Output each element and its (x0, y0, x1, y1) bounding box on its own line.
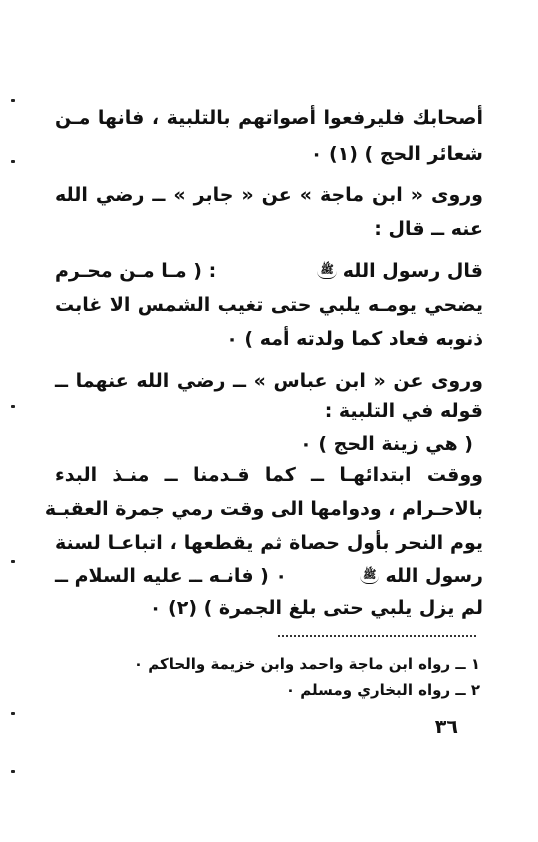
text-line-10: ( هي زينة الحج ) ٠ (300, 433, 473, 455)
text-line-14-phrase: رسول الله (385, 565, 483, 587)
text-line-14-end: ٠ ( فانـه ــ عليه السلام ــ (55, 565, 288, 587)
text-line-4: عنه ــ قال : (374, 218, 483, 240)
text-line-5 (55, 258, 483, 284)
scan-speck (11, 712, 15, 715)
text-line-1: أصحابك فليرفعوا أصواتهم بالتلبية ، فانها مـن (55, 107, 483, 129)
text-line-6: يضحي يومـه يلبي حتى تغيب الشمس الا غابت (55, 294, 483, 316)
text-line-12: بالاحـرام ، ودوامها الى وقت رمي جمرة العقبـة (44, 498, 483, 520)
scan-speck (11, 560, 15, 563)
text-line-3: وروى « ابن ماجة » عن « جابر » ــ رضي الله (55, 184, 483, 206)
text-line-5-end: : ( مـا مـن محـرم (55, 260, 217, 282)
scan-speck (11, 405, 15, 408)
text-line-14-start (354, 563, 483, 589)
scan-speck (11, 160, 15, 163)
text-line-7: ذنوبه فعاد كما ولدته أمه ) ٠ (226, 328, 483, 350)
text-line-15: لم يزل يلبي حتى بلغ الجمرة ) (٢) ٠ (149, 597, 483, 619)
page-number: ٣٦ (434, 716, 458, 738)
text-line-5-phrase: قال رسول الله (342, 260, 483, 282)
text-line-13: يوم النحر بأول حصاة ثم يقطعها ، اتباعـا لسنة (55, 532, 483, 554)
text-line-14 (55, 563, 483, 589)
text-line-11: ووقت ابتدائهـا ــ كما قـدمنا ــ منـذ البدء (55, 464, 483, 486)
text-line-8: وروى عن « ابن عباس » ــ رضي الله عنهما ــ (55, 370, 483, 392)
text-line-9: قوله في التلبية : (324, 400, 483, 422)
text-line-2: شعائر الحج ) (١) ٠ (310, 143, 483, 165)
footnote-divider (278, 635, 476, 637)
footnote-1: ١ ــ رواه ابن ماجة واحمد وابن خزيمة والحاكم ٠ (133, 655, 480, 673)
footnote-2: ٢ ــ رواه البخاري ومسلم ٠ (285, 681, 480, 699)
scan-speck (11, 770, 15, 773)
scan-speck (11, 99, 15, 102)
honorific-seal-icon: ﷺ (317, 264, 336, 279)
text-line-5-start (311, 258, 483, 284)
honorific-seal-icon: ﷺ (360, 569, 379, 584)
